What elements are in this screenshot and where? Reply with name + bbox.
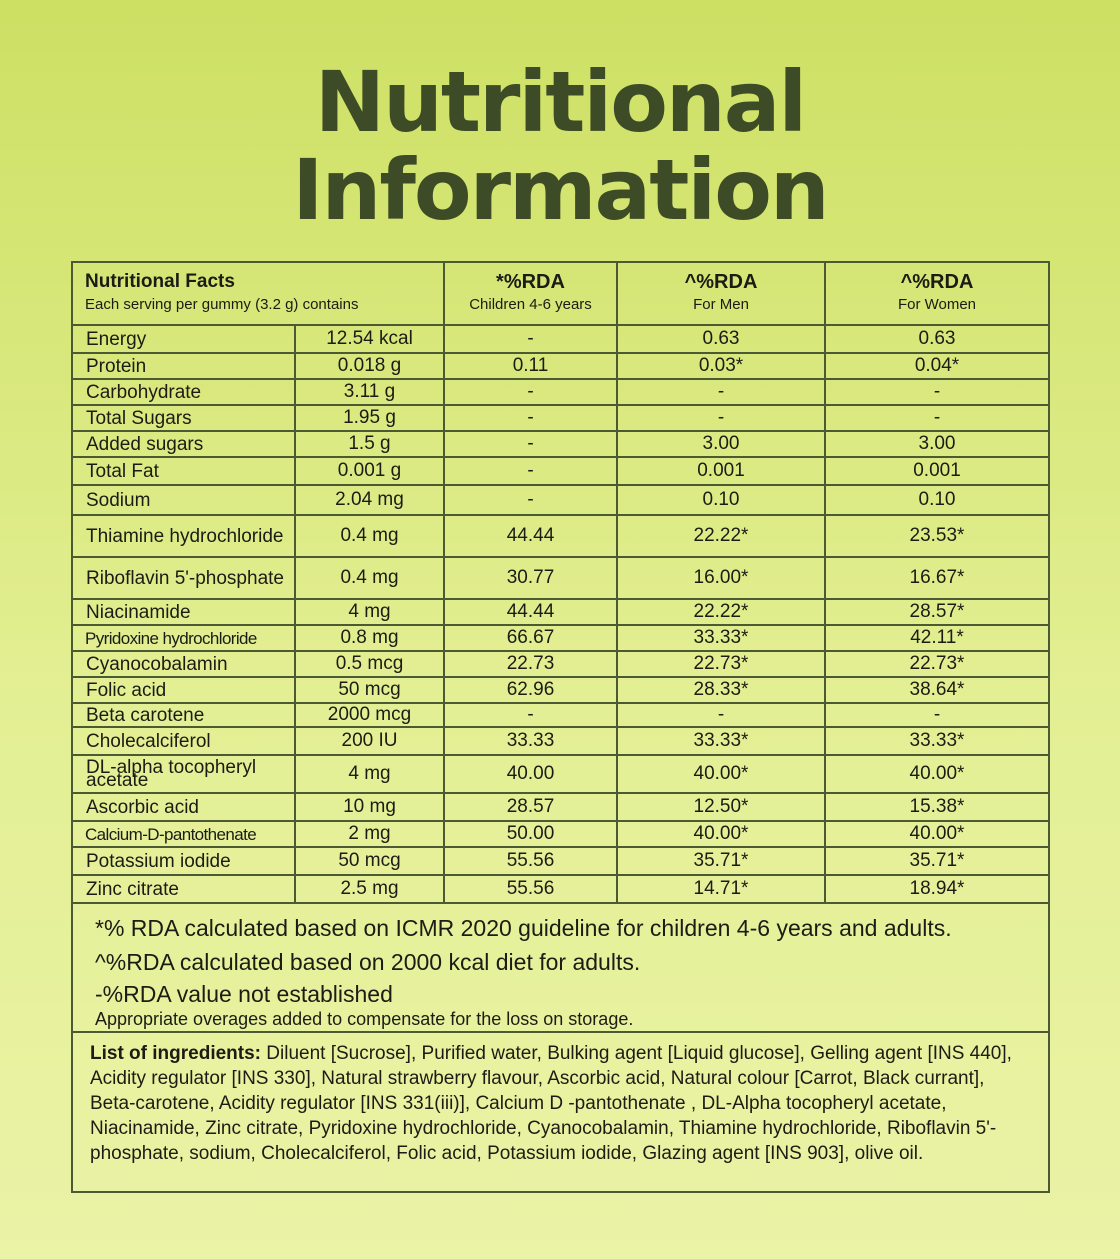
rda-women: 0.04*	[825, 353, 1048, 379]
rda-women: 40.00*	[825, 755, 1048, 793]
table-row	[73, 793, 1048, 821]
rda-men: 40.00*	[617, 821, 825, 847]
facts-title: Nutritional Facts	[85, 271, 235, 292]
nutrient-amount: 2.04 mg	[295, 485, 444, 515]
table-row	[73, 557, 1048, 599]
nutrient-amount: 200 IU	[295, 727, 444, 755]
nutrient-name: Niacinamide	[73, 599, 295, 625]
rda-children: 22.73	[444, 651, 617, 677]
rda-children: -	[444, 431, 617, 457]
rda-men: 22.22*	[617, 515, 825, 557]
rda-men: 40.00*	[617, 755, 825, 793]
rda-men: 35.71*	[617, 847, 825, 875]
women-rda-subtitle: For Women	[897, 296, 977, 313]
rda-men: 0.03*	[617, 353, 825, 379]
nutrient-name: Total Sugars	[73, 405, 295, 431]
table-row	[73, 599, 1048, 625]
rda-women: 35.71*	[825, 847, 1048, 875]
rda-men: 22.73*	[617, 651, 825, 677]
rda-women: 33.33*	[825, 727, 1048, 755]
rda-women: -	[825, 703, 1048, 727]
table-row	[73, 431, 1048, 457]
nutrient-amount: 10 mg	[295, 793, 444, 821]
rda-children: 55.56	[444, 875, 617, 903]
facts-subtitle: Each serving per gummy (3.2 g) contains	[85, 296, 359, 313]
nutrient-amount: 0.4 mg	[295, 557, 444, 599]
page-title	[0, 53, 1120, 239]
rda-women: 16.67*	[825, 557, 1048, 599]
table-row	[73, 651, 1048, 677]
table-row	[73, 875, 1048, 903]
rda-children: -	[444, 379, 617, 405]
rda-men: -	[617, 405, 825, 431]
rda-children: 62.96	[444, 677, 617, 703]
women-rda-header	[825, 263, 1048, 325]
rda-men: 33.33*	[617, 727, 825, 755]
table-row	[73, 353, 1048, 379]
nutrient-name: Riboflavin 5'-phosphate	[73, 557, 295, 599]
rda-women: 18.94*	[825, 875, 1048, 903]
rda-children: 44.44	[444, 515, 617, 557]
title-line-1: Nutritional	[314, 53, 806, 151]
nutrient-amount: 2 mg	[295, 821, 444, 847]
rda-men: 3.00	[617, 431, 825, 457]
table-row	[73, 847, 1048, 875]
table-row	[73, 405, 1048, 431]
ingredients-text: Diluent [Sucrose], Purified water, Bulking agent [Liquid glucose], Gelling agent [INS 440], Acidity regulator [INS 330], Natural strawberry flavour, Ascorbic acid, Natural colour [Carrot, Black currant], Beta-carotene, Acidity regulator [INS 331(iii)], Calcium D -pantothenate , DL-Alpha tocopheryl acetate, Niacinamide, Zinc citrate, Pyridoxine hydrochloride, Cyanocobalamin, Thiamine hydrochloride, Riboflavin 5'- phosphate, sodium, Cholecalciferol, Folic acid, Potassium iodide, Glazing agent [INS 903], olive oil.	[90, 1043, 1012, 1164]
rda-men: 33.33*	[617, 625, 825, 651]
rda-men: 14.71*	[617, 875, 825, 903]
rda-men: 0.10	[617, 485, 825, 515]
nutrient-amount: 0.4 mg	[295, 515, 444, 557]
nutrient-amount: 4 mg	[295, 755, 444, 793]
table-row	[73, 625, 1048, 651]
note-not-established: -%RDA value not established	[95, 981, 393, 1007]
rda-children: 44.44	[444, 599, 617, 625]
nutrient-name: Cholecalciferol	[73, 727, 295, 755]
rda-men: 16.00*	[617, 557, 825, 599]
nutrient-name: Zinc citrate	[73, 875, 295, 903]
nutrient-name: Protein	[73, 353, 295, 379]
rda-children: 50.00	[444, 821, 617, 847]
rda-women: 28.57*	[825, 599, 1048, 625]
rda-women: 0.10	[825, 485, 1048, 515]
table-row	[73, 379, 1048, 405]
rda-children: -	[444, 485, 617, 515]
nutrient-amount: 0.018 g	[295, 353, 444, 379]
nutrient-amount: 2000 mcg	[295, 703, 444, 727]
nutrient-name: DL-alpha tocopheryl acetate	[73, 755, 295, 793]
men-rda-subtitle: For Men	[693, 296, 749, 313]
ingredients-label: List of ingredients:	[90, 1043, 261, 1064]
nutrient-name: Calcium-D-pantothenate	[73, 821, 295, 847]
table-header-row	[73, 263, 1048, 325]
nutrient-amount: 1.5 g	[295, 431, 444, 457]
nutrient-name: Ascorbic acid	[73, 793, 295, 821]
table-row	[73, 325, 1048, 353]
rda-children: 66.67	[444, 625, 617, 651]
rda-women: -	[825, 379, 1048, 405]
rda-women: 23.53*	[825, 515, 1048, 557]
table-row	[73, 703, 1048, 727]
nutrient-name: Potassium iodide	[73, 847, 295, 875]
rda-women: 0.63	[825, 325, 1048, 353]
rda-men: 12.50*	[617, 793, 825, 821]
children-rda-title: *%RDA	[496, 271, 565, 293]
note-overages: Appropriate overages added to compensate for the loss on storage.	[95, 1009, 634, 1029]
rda-men: -	[617, 703, 825, 727]
ingredients-list	[90, 1041, 1030, 1166]
nutrient-amount: 12.54 kcal	[295, 325, 444, 353]
rda-men: 22.22*	[617, 599, 825, 625]
title-line-2: Information	[292, 141, 828, 239]
rda-children: 33.33	[444, 727, 617, 755]
nutrient-name: Energy	[73, 325, 295, 353]
nutrient-amount: 4 mg	[295, 599, 444, 625]
rda-women: 40.00*	[825, 821, 1048, 847]
nutrient-amount: 0.001 g	[295, 457, 444, 485]
nutrient-name: Added sugars	[73, 431, 295, 457]
rda-children: 55.56	[444, 847, 617, 875]
nutrient-name: Pyridoxine hydrochloride	[73, 625, 295, 651]
table-row	[73, 727, 1048, 755]
nutrient-amount: 50 mcg	[295, 847, 444, 875]
nutrition-table	[73, 263, 1048, 904]
rda-women: 22.73*	[825, 651, 1048, 677]
rda-children: 0.11	[444, 353, 617, 379]
rda-women: -	[825, 405, 1048, 431]
table-row	[73, 515, 1048, 557]
rda-men: 0.001	[617, 457, 825, 485]
rda-children: 40.00	[444, 755, 617, 793]
rda-women: 0.001	[825, 457, 1048, 485]
note-kcal: ^%RDA calculated based on 2000 kcal diet for adults.	[95, 949, 641, 975]
rda-children: -	[444, 325, 617, 353]
rda-children: 28.57	[444, 793, 617, 821]
nutrient-name: Folic acid	[73, 677, 295, 703]
facts-header	[73, 263, 444, 325]
nutrient-amount: 50 mcg	[295, 677, 444, 703]
nutrient-amount: 1.95 g	[295, 405, 444, 431]
table-row	[73, 457, 1048, 485]
nutrition-panel	[71, 261, 1050, 1193]
rda-women: 15.38*	[825, 793, 1048, 821]
table-row	[73, 755, 1048, 793]
table-row	[73, 821, 1048, 847]
rda-women: 38.64*	[825, 677, 1048, 703]
rda-children: -	[444, 703, 617, 727]
women-rda-title: ^%RDA	[900, 271, 974, 293]
nutrient-name: Sodium	[73, 485, 295, 515]
rda-children: 30.77	[444, 557, 617, 599]
children-rda-subtitle: Children 4-6 years	[469, 296, 592, 313]
rda-women: 3.00	[825, 431, 1048, 457]
nutrient-amount: 3.11 g	[295, 379, 444, 405]
rda-men: 0.63	[617, 325, 825, 353]
note-icmr: *% RDA calculated based on ICMR 2020 guideline for children 4-6 years and adults.	[95, 915, 952, 941]
nutrient-name: Cyanocobalamin	[73, 651, 295, 677]
nutrient-name: Carbohydrate	[73, 379, 295, 405]
nutrient-amount: 2.5 mg	[295, 875, 444, 903]
rda-children: -	[444, 405, 617, 431]
table-row	[73, 677, 1048, 703]
nutrient-amount: 0.8 mg	[295, 625, 444, 651]
table-row	[73, 485, 1048, 515]
rda-children: -	[444, 457, 617, 485]
men-rda-header	[617, 263, 825, 325]
nutrient-name: Total Fat	[73, 457, 295, 485]
rda-notes	[73, 903, 1048, 1033]
rda-men: -	[617, 379, 825, 405]
nutrient-name: Beta carotene	[73, 703, 295, 727]
men-rda-title: ^%RDA	[684, 271, 758, 293]
nutrient-name: Thiamine hydrochloride	[73, 515, 295, 557]
rda-men: 28.33*	[617, 677, 825, 703]
rda-women: 42.11*	[825, 625, 1048, 651]
children-rda-header	[444, 263, 617, 325]
nutrient-amount: 0.5 mcg	[295, 651, 444, 677]
